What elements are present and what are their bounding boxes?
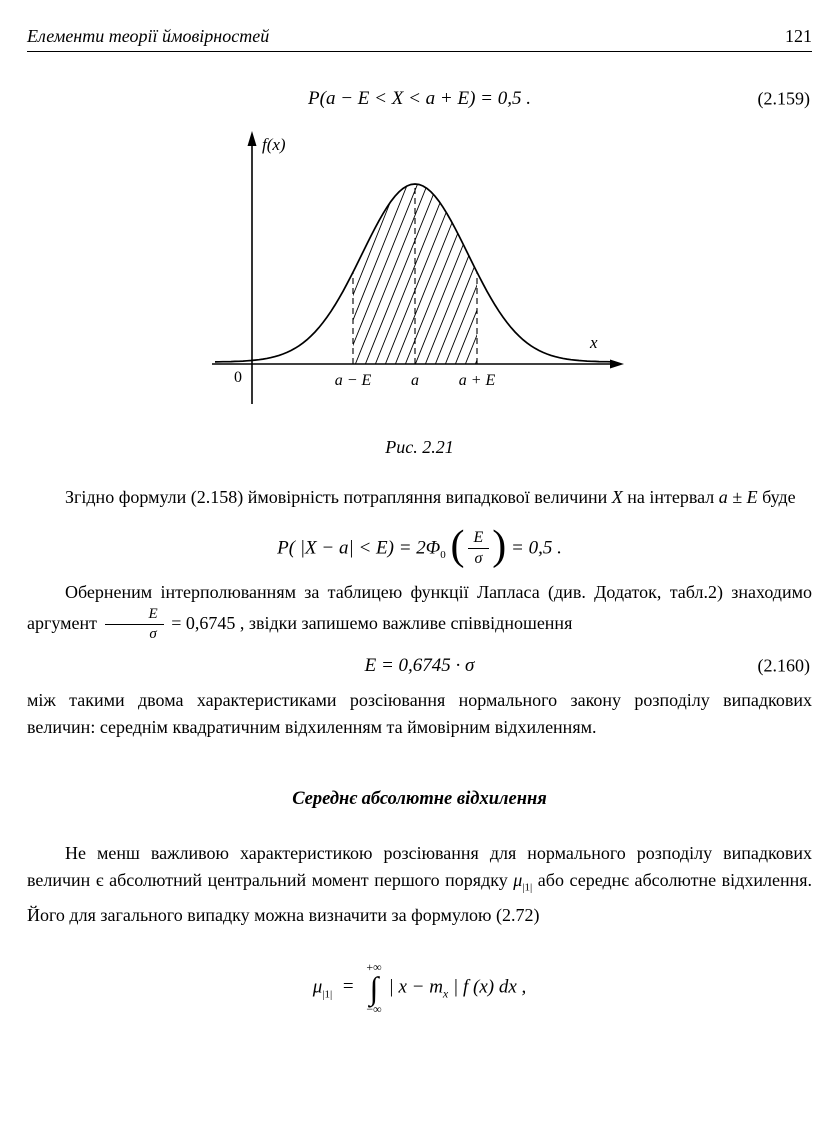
formula-laplace-lhs: P( |X − a| < E) = 2Φ <box>277 537 441 559</box>
paragraph-2-text-2: = 0,6745 , звідки запишемо важливе співвідношення <box>166 612 573 633</box>
a-label: a <box>410 372 419 389</box>
right-paren: ) <box>492 522 507 569</box>
var-a-pm-E: a ± E <box>718 487 758 507</box>
paragraph-4-text-2: або середнє абсолютне відхилення. Його для загального випадку можна визначити за формулою (2.72) <box>27 870 812 925</box>
page-number: 121 <box>785 26 812 46</box>
inline-fraction-E-sigma <box>105 606 164 644</box>
paragraph-1-text: Згідно формули (2.158) ймовірність потрапляння випадкової величини <box>65 487 612 507</box>
integral-upper-limit: +∞ <box>366 959 382 974</box>
equation-number-2160: (2.160) <box>757 655 810 676</box>
fraction-numerator: E <box>468 529 490 549</box>
fraction-denominator: σ <box>474 550 483 568</box>
integrand-part-2: | f (x) dx , <box>448 976 527 998</box>
m-subscript-x: x <box>442 986 449 1001</box>
figure-caption: Рис. 2.21 <box>385 437 454 457</box>
formula-2159 <box>27 88 812 110</box>
x-axis-label: x <box>589 333 598 352</box>
section-heading: Середнє абсолютне відхилення <box>292 789 547 810</box>
left-paren: ( <box>450 522 465 569</box>
inline-fraction-denominator: σ <box>149 626 157 643</box>
integral-lower-limit: −∞ <box>366 1002 382 1017</box>
var-X: X <box>611 487 623 507</box>
inline-fraction-numerator: E <box>105 606 164 625</box>
a-minus-E-label: a − E <box>334 372 371 389</box>
mu-subscript: |1| <box>522 881 533 894</box>
formula-2159-body: P(a − E < X < a + E) = 0,5 . <box>308 88 531 109</box>
formula-laplace <box>27 522 812 569</box>
page-header <box>27 26 812 52</box>
fx-axis-label: f(x) <box>261 135 286 154</box>
integral-with-limits <box>366 961 381 1015</box>
figure-2-21 <box>27 124 812 429</box>
paragraph-2 <box>27 579 812 644</box>
hatched-area <box>263 158 558 370</box>
phi-subscript: 0 <box>440 549 446 562</box>
formula-2160-body: E = 0,6745 · σ <box>364 655 475 677</box>
mu-lhs-subscript: |1| <box>322 988 333 1001</box>
origin-label: 0 <box>233 369 242 386</box>
formula-mean-abs-deviation <box>27 961 812 1015</box>
mu-symbol: μ <box>513 870 523 891</box>
equals-sign: = <box>342 976 354 998</box>
y-axis-arrow-icon <box>247 131 256 146</box>
paragraph-4-text: Не менш важливою характеристикою розсіювання для нормального розподілу випадкових величин є абсолютний центральний момент першого порядку <box>27 843 812 891</box>
normal-distribution-figure <box>190 124 650 424</box>
paragraph-1-text-3: буде <box>757 487 796 507</box>
paragraph-2-text: Оберненим інтерполюванням за таблицею функції Лапласа (див. Додаток, табл.2) знаходимо аргумент <box>27 581 812 633</box>
formula-2160 <box>27 655 812 677</box>
integrand-part-1: | x − m <box>388 976 443 998</box>
mu-lhs: μ <box>312 976 323 998</box>
a-plus-E-label: a + E <box>458 372 495 389</box>
integral-sign: ∫ <box>369 969 379 1006</box>
equation-number-2159: (2.159) <box>757 88 810 109</box>
paragraph-1-text-2: на інтервал <box>622 487 719 507</box>
paragraph-1 <box>27 484 812 511</box>
fraction-E-sigma <box>468 529 490 569</box>
x-axis-arrow-icon <box>610 360 624 369</box>
formula-laplace-rhs: = 0,5 . <box>511 537 562 559</box>
paragraph-4 <box>27 840 812 929</box>
paragraph-3: між такими двома характеристиками розсіювання нормального закону розподілу випадкових величин: середнім квадратичним відхиленням та ймовірним відхиленням. <box>27 690 812 738</box>
running-title: Елементи теорії ймовірностей <box>27 26 270 46</box>
